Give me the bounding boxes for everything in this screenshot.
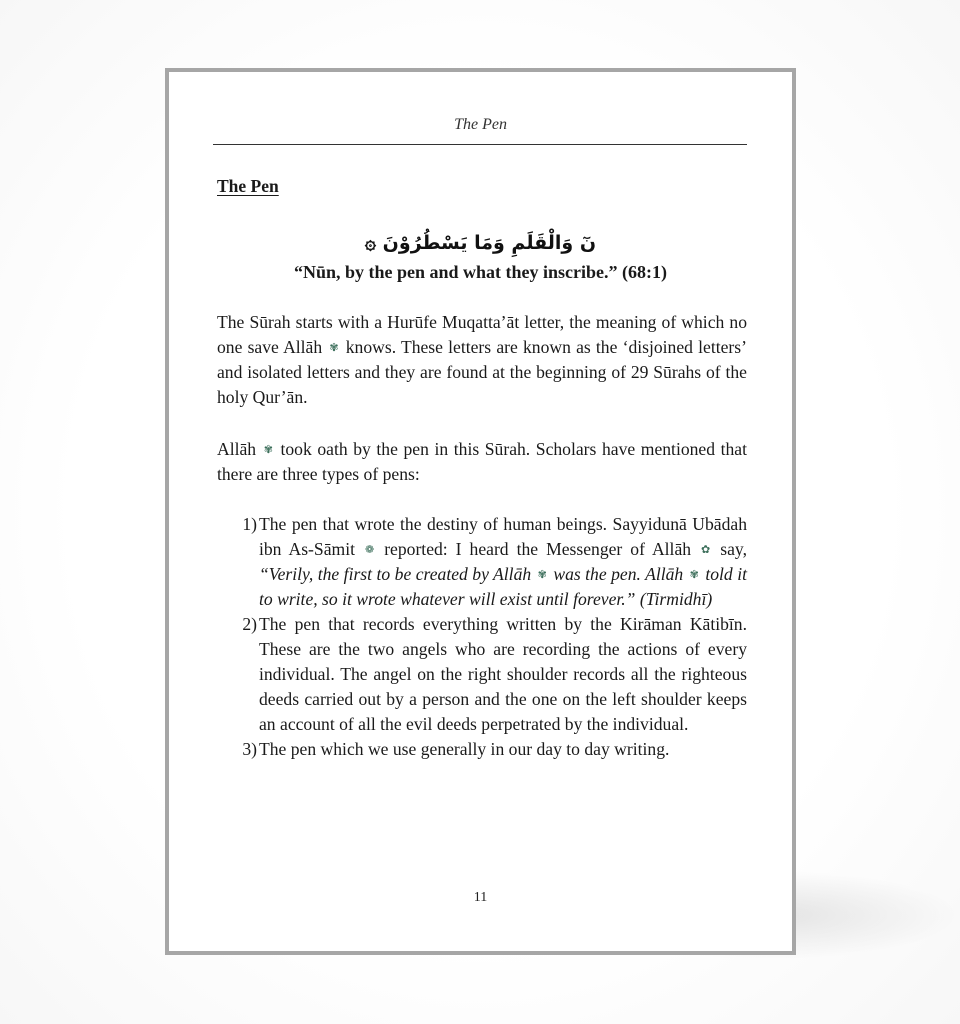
page-number: 11 <box>473 890 488 905</box>
radiallahu-anhu-icon: ❁ <box>364 543 375 556</box>
list-item-text: The pen which we use generally in our day to day writing. <box>259 739 670 759</box>
header-rule <box>213 144 747 145</box>
paragraph-intro <box>217 310 747 410</box>
salallahu-alayhi-wasallam-icon: ✿ <box>701 543 711 556</box>
pens-list <box>235 512 747 762</box>
section-title: The Pen <box>217 176 279 196</box>
paragraph-intro-part1: The Sūrah starts with a Hurūfe Muqatta’āt letter, the meaning of which no one save Allāh <box>217 312 747 357</box>
hadith-quote-part1: “Verily, the first to be created by Allāh <box>259 564 532 584</box>
allah-honorific-icon: ✾ <box>263 443 273 456</box>
hadith-quote-part2: was the pen. Allāh <box>553 564 684 584</box>
arabic-verse: نٓ وَالْقَلَمِ وَمَا يَسْطُرُوْنَ ۞ <box>364 232 597 254</box>
allah-honorific-icon: ✾ <box>329 341 339 354</box>
running-head: The Pen <box>454 116 507 133</box>
allah-honorific-icon: ✾ <box>689 568 699 581</box>
list-item <box>235 612 747 737</box>
paragraph-oath <box>217 437 747 487</box>
paragraph-intro-part2: knows. These letters are known as the ‘disjoined letters’ and isolated letters and they are found at the beginning of 29 Sūrahs of the holy Qur’ān. <box>217 337 747 407</box>
hadith-source: (Tirmidhī) <box>639 589 713 609</box>
list-item-text <box>259 512 747 612</box>
list-item <box>235 512 747 612</box>
paragraph-oath-part2: took oath by the pen in this Sūrah. Scholars have mentioned that there are three types of pens: <box>217 439 747 484</box>
list-number: 2) <box>242 614 257 634</box>
verse-translation: “Nūn, by the pen and what they inscribe.” (68:1) <box>293 262 668 282</box>
book-page <box>165 68 796 955</box>
item1-part3: say, <box>720 539 747 559</box>
list-item <box>235 737 747 762</box>
item1-part2: reported: I heard the Messenger of Allāh <box>384 539 692 559</box>
list-number: 1) <box>242 514 257 534</box>
list-item-text: The pen that records everything written by the Kirāman Kātibīn. These are the two angels who are recording the actions of every individual. The angel on the right shoulder records all the righteous deeds carried out by a person and the one on the left shoulder keeps an account of all the evil deeds perpetrated by the individual. <box>259 614 747 734</box>
list-number: 3) <box>242 739 257 759</box>
hadith-quote-part3: told it to write, so it wrote whatever will exist until forever.” <box>259 564 747 609</box>
item1-part1: The pen that wrote the destiny of human beings. Sayyidunā Ubādah ibn As-Sāmit <box>259 514 747 559</box>
allah-honorific-icon: ✾ <box>537 568 547 581</box>
paragraph-oath-part1: Allāh <box>217 439 257 459</box>
